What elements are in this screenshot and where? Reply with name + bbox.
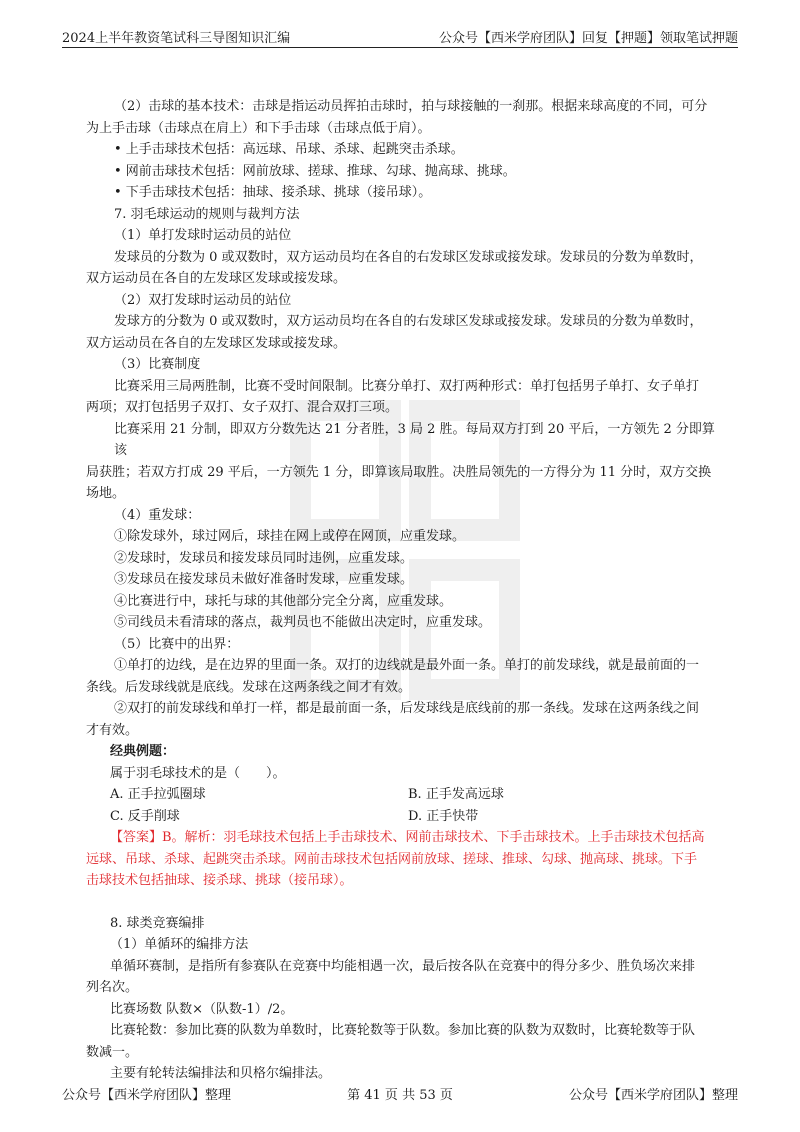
example-heading: 经典例题： <box>110 744 176 759</box>
section-heading: 8. 球类竞赛编排 <box>110 915 205 931</box>
document-body <box>86 96 718 1085</box>
list-item: ④比赛进行中，球托与球的其他部分完全分离，应重发球。 <box>114 593 453 609</box>
page-header <box>62 22 738 46</box>
paragraph-line: 发球员的分数为 0 或双数时，双方运动员均在各自的右发球区发球或接发球。发球员的分数为单数时， <box>114 249 703 265</box>
paragraph-line: 条线。后发球线就是底线。发球在这两条线之间才有效。 <box>86 679 412 695</box>
paragraph-line: ①单打的边线，是在边界的里面一条。双打的边线就是最外面一条。单打的前发球线，就是最前面的一 <box>114 658 700 673</box>
subsection-heading: （1）单打发球时运动员的站位 <box>114 228 292 243</box>
paragraph-line: 双方运动员在各自的左发球区发球或接发球。 <box>86 271 347 286</box>
option-b: B. 正手发高远球 <box>408 787 504 802</box>
question-stem: 属于羽毛球技术的是（ ）。 <box>110 765 286 781</box>
list-item: ③发球员在接发球员未做好准备时发球，应重发球。 <box>114 572 414 587</box>
paragraph-line: 比赛场数 队数×（队数-1）/2。 <box>110 1001 294 1017</box>
answer-explanation: 击球技术包括抽球、接杀球、挑球（接吊球）。 <box>86 873 353 888</box>
paragraph-line: ②双打的前发球线和单打一样，都是最前面一条，后发球线是底线前的那一条线。发球在这两条线之间 <box>114 701 700 716</box>
answer-explanation: 远球、吊球、杀球、起跳突击杀球。网前击球技术包括网前放球、搓球、推球、勾球、抛高球、挑球。下手 <box>86 851 698 867</box>
paragraph-line: 两项；双打包括男子双打、女子双打、混合双打三项。 <box>86 400 399 415</box>
list-item: ①除发球外，球过网后，球挂在网上或停在网顶，应重发球。 <box>114 529 466 544</box>
footer-left: 公众号【西米学府团队】整理 <box>62 1088 232 1103</box>
list-item: ⑤司线员未看清球的落点，裁判员也不能做出决定时，应重发球。 <box>114 615 492 630</box>
subsection-heading: （2）双打发球时运动员的站位 <box>114 292 292 308</box>
option-d: D. 正手快带 <box>408 808 479 824</box>
bullet-item: • 网前击球技术包括：网前放球、搓球、推球、勾球、抛高球、挑球。 <box>114 163 516 179</box>
subsection-heading: （3）比赛制度 <box>114 357 201 372</box>
paragraph-line: （2）击球的基本技术：击球是指运动员挥拍击球时，拍与球接触的一刹那。根据来球高度的不同，可分 <box>114 99 708 114</box>
option-c: C. 反手削球 <box>110 808 180 824</box>
answer-options <box>86 784 718 827</box>
section-heading: 7. 羽毛球运动的规则与裁判方法 <box>114 206 300 222</box>
paragraph-line: 单循环赛制，是指所有参赛队在竞赛中均能相遇一次，最后按各队在竞赛中的得分多少、胜负场次来排 <box>110 958 696 974</box>
paragraph-line: 双方运动员在各自的左发球区发球或接发球。 <box>86 335 347 351</box>
footer-right: 公众号【西米学府团队】整理 <box>568 1088 738 1103</box>
paragraph-line: 列名次。 <box>86 980 139 995</box>
page-footer <box>62 1084 738 1103</box>
subsection-heading: （4）重发球： <box>114 507 201 523</box>
bullet-item: • 下手击球技术包括：抽球、接杀球、挑球（接吊球）。 <box>114 185 432 200</box>
header-left-title: 2024上半年教资笔试科三导图知识汇编 <box>62 31 291 46</box>
paragraph-line: 场地。 <box>86 486 126 501</box>
header-divider <box>62 47 738 48</box>
paragraph-line: 局获胜；若双方打成 29 平后，一方领先 1 分，即算该局取胜。决胜局领先的一方得分为 11 分时，双方交换 <box>86 464 712 480</box>
bullet-item: • 上手击球技术包括：高远球、吊球、杀球、起跳突击杀球。 <box>114 142 464 157</box>
list-item: ②发球时，发球员和接发球员同时违例，应重发球。 <box>114 550 414 566</box>
paragraph-line: 比赛采用 21 分制，即双方分数先达 21 分者胜，3 局 2 胜。每局双方打到 20 平后，一方领先 2 分即算该 <box>114 421 715 458</box>
subsection-heading: （1）单循环的编排方法 <box>110 937 249 952</box>
paragraph-line: 比赛采用三局两胜制，比赛不受时间限制。比赛分单打、双打两种形式：单打包括男子单打、女子单打 <box>114 378 700 394</box>
subsection-heading: （5）比赛中的出界： <box>114 636 240 652</box>
option-a: A. 正手拉弧圈球 <box>110 787 206 802</box>
paragraph-line: 为上手击球（击球点在肩上）和下手击球（击球点低于肩）。 <box>86 120 431 136</box>
paragraph-line: 才有效。 <box>86 722 139 738</box>
paragraph-line: 数减一。 <box>86 1044 139 1060</box>
page-number: 第 41 页 共 53 页 <box>347 1088 453 1103</box>
paragraph-line: 主要有轮转法编排法和贝格尔编排法。 <box>110 1066 332 1081</box>
header-right-title: 公众号【西米学府团队】回复【押题】领取笔试押题 <box>438 31 738 46</box>
paragraph-line: 比赛轮数：参加比赛的队数为单数时，比赛轮数等于队数。参加比赛的队数为双数时，比赛轮数等于队 <box>110 1023 696 1038</box>
answer-explanation: 【答案】B。解析：羽毛球技术包括上手击球技术、网前击球技术、下手击球技术。上手击球技术包括高 <box>110 830 705 845</box>
paragraph-line: 发球方的分数为 0 或双数时，双方运动员均在各自的右发球区发球或接发球。发球员的分数为单数时， <box>114 314 703 329</box>
